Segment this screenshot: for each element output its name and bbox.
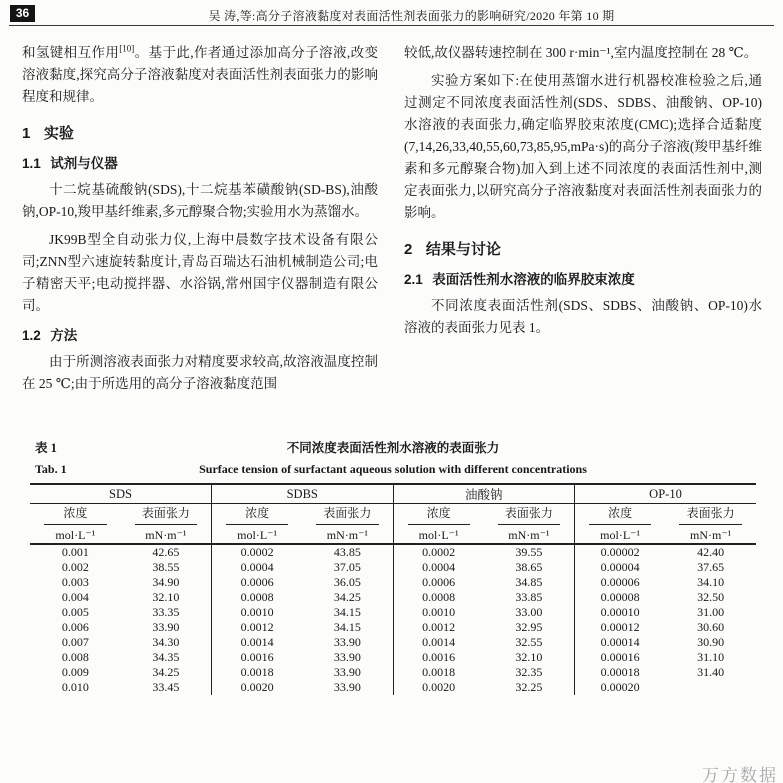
concentration-header: 浓度 mol·L⁻¹ (393, 504, 484, 545)
concentration-cell: 0.010 (61, 680, 89, 694)
table-row (30, 575, 756, 590)
surface-tension-cell: 33.90 (302, 680, 393, 695)
surfactant-surface-tension-table (30, 483, 756, 695)
concentration-cell: 0.0004 (422, 560, 456, 574)
surface-tension-cell: 32.25 (484, 680, 575, 695)
group-header: OP-10 (575, 484, 757, 504)
group-header: SDS (30, 484, 212, 504)
subsection-number: 1.1 (22, 156, 41, 171)
table-row (30, 605, 756, 620)
surface-tension-cell: 33.85 (484, 590, 575, 605)
section-heading-results (404, 239, 762, 261)
surface-tension-cell: 32.10 (484, 650, 575, 665)
table-label-en: Tab. 1 (35, 462, 67, 476)
surface-tension-cell: 42.40 (697, 545, 725, 559)
concentration-cell: 0.0012 (240, 620, 274, 634)
surface-tension-cell: 36.05 (302, 575, 393, 590)
table-title-cn: 不同浓度表面活性剂水溶液的表面张力 (286, 441, 500, 455)
concentration-cell: 0.005 (61, 605, 89, 619)
concentration-cell: 0.00006 (600, 575, 640, 589)
table-row (30, 590, 756, 605)
table-row (30, 620, 756, 635)
concentration-cell: 0.00014 (600, 635, 640, 649)
table-row (30, 680, 756, 695)
table-label-cn: 表 1 (35, 441, 57, 455)
surface-tension-cell: 43.85 (302, 544, 393, 560)
surface-tension-cell: 33.35 (121, 605, 212, 620)
surface-tension-cell: 34.25 (302, 590, 393, 605)
surface-tension-cell: 31.00 (697, 605, 725, 619)
table-caption-cn (30, 438, 756, 458)
surface-tension-cell: 42.65 (121, 544, 212, 560)
surface-tension-cell: 32.50 (697, 590, 725, 604)
surface-tension-cell: 33.00 (484, 605, 575, 620)
concentration-cell: 0.007 (61, 635, 89, 649)
section-heading-experiment (22, 123, 378, 145)
surface-tension-cell: 37.65 (697, 560, 725, 574)
surface-tension-cell: 31.10 (697, 650, 725, 664)
concentration-cell: 0.00018 (600, 665, 640, 679)
table-caption-en (30, 459, 756, 479)
concentration-cell: 0.0020 (422, 680, 456, 694)
concentration-cell: 0.004 (61, 590, 89, 604)
wanfang-watermark: 万方数据 (702, 766, 778, 783)
surface-tension-cell: 34.15 (302, 620, 393, 635)
concentration-cell: 0.006 (61, 620, 89, 634)
surface-tension-cell: 38.55 (121, 560, 212, 575)
concentration-cell: 0.0008 (422, 590, 456, 604)
concentration-cell: 0.0018 (240, 665, 274, 679)
table-row (30, 650, 756, 665)
table-colhdr-row (30, 504, 756, 545)
surface-tension-cell: 34.90 (121, 575, 212, 590)
section-title: 结果与讨论 (425, 241, 501, 258)
concentration-cell: 0.0004 (240, 560, 274, 574)
concentration-cell: 0.0016 (240, 650, 274, 664)
intro-text: 和氢键相互作用 (22, 45, 120, 60)
surface-tension-cell: 39.55 (484, 544, 575, 560)
surface-tension-cell: 34.30 (121, 635, 212, 650)
concentration-cell: 0.0012 (422, 620, 456, 634)
surface-tension-cell: 34.85 (484, 575, 575, 590)
table-block (30, 438, 756, 695)
table-row (30, 665, 756, 680)
citation-ref: [10] (119, 43, 135, 54)
paragraph-experiment-plan: 实验方案如下:在使用蒸馏水进行机器校准检验之后,通过测定不同浓度表面活性剂(SDS、SDBS、油酸钠、OP-10)水溶液的表面张力,确定临界胶束浓度(CMC);选择合适黏度(7,14,26,33,40,55,60,73,85,95,mPa·s)的高分子溶液(羧甲基纤维素和多元醇聚合物)加入到上述不同浓度的表面活性剂中,测定表面张力,以研究高分子溶液黏度对表面活性剂表面张力的影响。 (404, 73, 762, 220)
group-header: 油酸钠 (393, 484, 575, 504)
concentration-cell: 0.00010 (600, 605, 640, 619)
concentration-cell: 0.0002 (422, 545, 456, 559)
surface-tension-cell: 31.40 (697, 665, 725, 679)
subsection-title: 方法 (50, 328, 78, 343)
subsection-heading-method (22, 326, 378, 346)
header-rule (9, 25, 774, 26)
paragraph-intro (22, 42, 378, 108)
table-title-en: Surface tension of surfactant aqueous solution with different concentrations (199, 462, 587, 476)
concentration-cell: 0.0018 (422, 665, 456, 679)
table-row (30, 635, 756, 650)
concentration-cell: 0.0014 (422, 635, 456, 649)
surface-tension-cell: 33.90 (302, 635, 393, 650)
intro-text-rest: 。基于此,作者通过添加高分子溶液,改变溶液黏度,探究高分子溶液黏度对表面活性剂表面张力的影响程度和规律。 (22, 45, 379, 104)
table-head (30, 484, 756, 544)
surface-tension-cell: 32.55 (484, 635, 575, 650)
paragraph-method-continued: 较低,故仪器转速控制在 300 r·min⁻¹,室内温度控制在 28 ℃。 (404, 45, 758, 60)
concentration-cell: 0.00004 (600, 560, 640, 574)
paragraph-method: 由于所测溶液表面张力对精度要求较高,故溶液温度控制在 25 ℃;由于所选用的高分子溶液黏度范围 (22, 354, 378, 391)
subsection-heading-cmc (404, 270, 762, 290)
surface-tension-cell: 34.35 (121, 650, 212, 665)
surface-tension-cell: 33.90 (121, 620, 212, 635)
concentration-cell: 0.0010 (240, 605, 274, 619)
subsection-title: 试剂与仪器 (50, 156, 118, 171)
table-row (30, 560, 756, 575)
concentration-cell: 0.0010 (422, 605, 456, 619)
surface-tension-cell: 30.60 (697, 620, 725, 634)
left-column (22, 42, 378, 395)
right-column (404, 42, 762, 339)
concentration-cell: 0.009 (61, 665, 89, 679)
surface-tension-cell: 34.10 (697, 575, 725, 589)
table-body (30, 544, 756, 695)
subsection-number: 1.2 (22, 328, 41, 343)
section-number: 1 (22, 125, 31, 142)
section-number: 2 (404, 241, 413, 258)
surface-tension-cell: 32.95 (484, 620, 575, 635)
concentration-cell: 0.003 (61, 575, 89, 589)
concentration-cell: 0.0008 (240, 590, 274, 604)
concentration-cell: 0.00012 (600, 620, 640, 634)
surface-tension-cell: 34.15 (302, 605, 393, 620)
group-header: SDBS (212, 484, 394, 504)
surface-tension-cell: 34.25 (121, 665, 212, 680)
concentration-cell: 0.0014 (240, 635, 274, 649)
concentration-cell: 0.00020 (600, 680, 640, 694)
concentration-cell: 0.0006 (240, 575, 274, 589)
paragraph-instruments: JK99B型全自动张力仪,上海中晨数字技术设备有限公司;ZNN型六速旋转黏度计,青岛百瑞达石油机械制造公司;电子精密天平;电动搅拌器、水浴锅,常州国宇仪器制造有限公司。 (22, 232, 378, 313)
subsection-heading-reagents (22, 154, 378, 174)
surface-tension-cell: 30.90 (697, 635, 725, 649)
surface-tension-cell: 32.35 (484, 665, 575, 680)
concentration-cell: 0.0016 (422, 650, 456, 664)
concentration-cell: 0.00002 (600, 545, 640, 559)
concentration-cell: 0.001 (61, 545, 89, 559)
surface-tension-cell: 33.90 (302, 650, 393, 665)
running-header: 吴 涛,等:高分子溶液黏度对表面活性剂表面张力的影响研究/2020 年第 10 期 (208, 9, 615, 23)
subsection-title: 表面活性剂水溶液的临界胶束浓度 (432, 272, 635, 287)
concentration-cell: 0.0020 (240, 680, 274, 694)
subsection-number: 2.1 (404, 272, 423, 287)
surface-tension-header: 表面张力 mN·m⁻¹ (484, 504, 575, 545)
surface-tension-cell (665, 680, 756, 695)
section-title: 实验 (43, 125, 74, 142)
concentration-cell: 0.00016 (600, 650, 640, 664)
table-row (30, 544, 756, 560)
concentration-cell: 0.0002 (240, 545, 274, 559)
surface-tension-header: 表面张力 mN·m⁻¹ (302, 504, 393, 545)
surface-tension-header: 表面张力 mN·m⁻¹ (665, 504, 756, 545)
concentration-cell: 0.0006 (422, 575, 456, 589)
paragraph-result-intro: 不同浓度表面活性剂(SDS、SDBS、油酸钠、OP-10)水溶液的表面张力见表 1。 (404, 298, 762, 335)
paragraph-reagents: 十二烷基硫酸钠(SDS),十二烷基苯磺酸钠(SD-BS),油酸钠,OP-10,羧甲基纤维素,多元醇聚合物;实验用水为蒸馏水。 (22, 182, 378, 219)
table-group-row (30, 484, 756, 504)
surface-tension-cell: 33.45 (121, 680, 212, 695)
page-number: 36 (10, 5, 35, 22)
concentration-header: 浓度 mol·L⁻¹ (212, 504, 303, 545)
concentration-header: 浓度 mol·L⁻¹ (575, 504, 666, 545)
concentration-cell: 0.002 (61, 560, 89, 574)
surface-tension-header: 表面张力 mN·m⁻¹ (121, 504, 212, 545)
concentration-cell: 0.00008 (600, 590, 640, 604)
surface-tension-cell: 33.90 (302, 665, 393, 680)
surface-tension-cell: 37.05 (302, 560, 393, 575)
surface-tension-cell: 32.10 (121, 590, 212, 605)
concentration-cell: 0.008 (61, 650, 89, 664)
surface-tension-cell: 38.65 (484, 560, 575, 575)
concentration-header: 浓度 mol·L⁻¹ (30, 504, 121, 545)
